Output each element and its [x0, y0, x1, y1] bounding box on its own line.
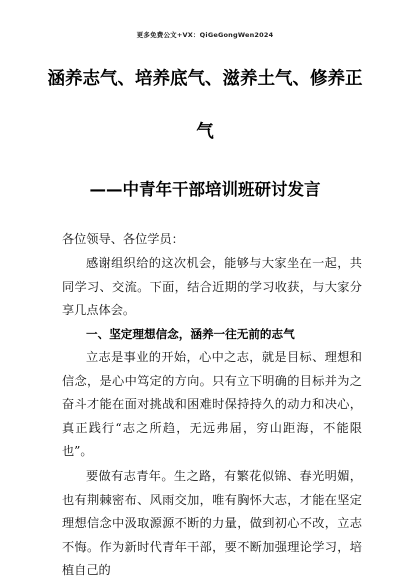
header-note: 更多免费公文+VX：QiGeGongWen2024: [136, 31, 274, 39]
paragraph-youth: 要做有志青年。生之路，有繁花似锦、春光明媚，也有荆棘密布、风雨交加，唯有胸怀大志，才能在坚定理想信念中汲取源源不断的力量，做到初心不改，立志不悔。作为新时代青年干部，要不断加强理论学习，培植自己的: [62, 469, 362, 577]
document-subtitle: ——中青年干部培训班研讨发言: [89, 180, 321, 199]
document-title-line-2: 气: [196, 122, 214, 142]
paragraph-ambition: 立志是事业的开始，心中之志，就是目标、理想和信念，是心中笃定的方向。只有立下明确的目标并为之奋斗才能在面对挑战和困难时保持持久的动力和决心，真正践行“志之所趋，无远弗届，穷山距海，不能限也”。: [62, 350, 362, 458]
paragraph-intro: 感谢组织给的这次机会，能够与大家坐在一起，共同学习、交流。下面，结合近期的学习收获，与大家分享几点体会。: [62, 256, 362, 317]
section-heading-1: 一、坚定理想信念，涵养一往无前的志气: [86, 327, 295, 341]
document-title-line-1: 涵养志气、培养底气、滋养土气、修养正: [47, 69, 363, 89]
greeting: 各位领导、各位学员：: [62, 232, 184, 246]
